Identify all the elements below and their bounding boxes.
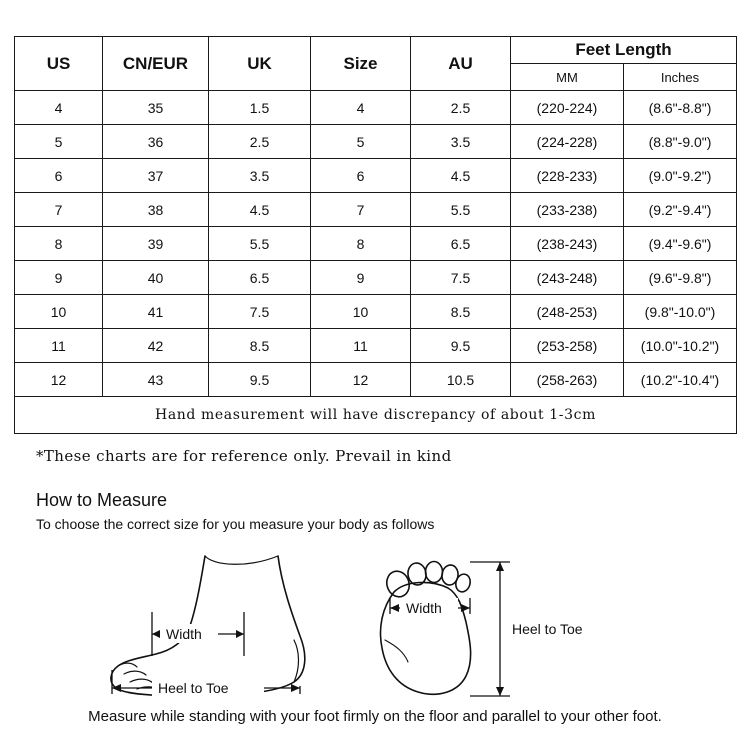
cell-size: 11 — [311, 329, 411, 363]
size-table-head — [15, 37, 737, 91]
cell-size: 6 — [311, 159, 411, 193]
column-header-feet-length: Feet Length — [511, 37, 737, 64]
column-header-mm: MM — [511, 64, 624, 91]
cell-us: 11 — [15, 329, 103, 363]
cell-cneur: 35 — [103, 91, 209, 125]
how-to-measure-subtitle: To choose the correct size for you measure your body as follows — [36, 516, 435, 532]
cell-au: 6.5 — [411, 227, 511, 261]
cell-us: 9 — [15, 261, 103, 295]
side-heel-to-toe-label: Heel to Toe — [158, 680, 229, 696]
cell-au: 2.5 — [411, 91, 511, 125]
column-header-au: AU — [411, 37, 511, 91]
cell-us: 5 — [15, 125, 103, 159]
cell-mm: (258-263) — [511, 363, 624, 397]
cell-inches: (9.6"-9.8") — [624, 261, 737, 295]
cell-us: 6 — [15, 159, 103, 193]
cell-au: 8.5 — [411, 295, 511, 329]
table-header-row-1 — [15, 37, 737, 64]
table-row — [15, 159, 737, 193]
cell-size: 10 — [311, 295, 411, 329]
how-to-measure-title: How to Measure — [36, 490, 168, 510]
cell-inches: (9.0"-9.2") — [624, 159, 737, 193]
cell-us: 10 — [15, 295, 103, 329]
cell-mm: (243-248) — [511, 261, 624, 295]
cell-size: 5 — [311, 125, 411, 159]
column-header-us: US — [15, 37, 103, 91]
cell-inches: (10.0"-10.2") — [624, 329, 737, 363]
column-header-size: Size — [311, 37, 411, 91]
cell-inches: (10.2"-10.4") — [624, 363, 737, 397]
cell-au: 10.5 — [411, 363, 511, 397]
cell-us: 4 — [15, 91, 103, 125]
cell-au: 9.5 — [411, 329, 511, 363]
column-header-cneur: CN/EUR — [103, 37, 209, 91]
cell-inches: (9.8"-10.0") — [624, 295, 737, 329]
side-width-label: Width — [166, 626, 202, 642]
cell-us: 7 — [15, 193, 103, 227]
cell-cneur: 38 — [103, 193, 209, 227]
cell-cneur: 37 — [103, 159, 209, 193]
cell-inches: (9.4"-9.6") — [624, 227, 737, 261]
cell-mm: (238-243) — [511, 227, 624, 261]
cell-uk: 8.5 — [209, 329, 311, 363]
cell-us: 8 — [15, 227, 103, 261]
cell-cneur: 40 — [103, 261, 209, 295]
cell-uk: 2.5 — [209, 125, 311, 159]
table-row — [15, 329, 737, 363]
cell-size: 7 — [311, 193, 411, 227]
cell-mm: (233-238) — [511, 193, 624, 227]
size-table — [14, 36, 737, 434]
cell-au: 4.5 — [411, 159, 511, 193]
cell-mm: (228-233) — [511, 159, 624, 193]
cell-inches: (8.6"-8.8") — [624, 91, 737, 125]
cell-au: 5.5 — [411, 193, 511, 227]
table-row — [15, 295, 737, 329]
cell-size: 4 — [311, 91, 411, 125]
table-row — [15, 125, 737, 159]
cell-mm: (220-224) — [511, 91, 624, 125]
cell-inches: (8.8"-9.0") — [624, 125, 737, 159]
measure-diagrams — [0, 536, 750, 708]
cell-uk: 4.5 — [209, 193, 311, 227]
cell-uk: 9.5 — [209, 363, 311, 397]
cell-uk: 7.5 — [209, 295, 311, 329]
cell-uk: 3.5 — [209, 159, 311, 193]
table-row — [15, 227, 737, 261]
measure-diagram-svg — [0, 536, 750, 708]
size-table-container — [14, 36, 736, 434]
cell-size: 8 — [311, 227, 411, 261]
table-footer-note: Hand measurement will have discrepancy of about 1-3cm — [15, 397, 737, 434]
cell-mm: (224-228) — [511, 125, 624, 159]
table-row — [15, 363, 737, 397]
cell-cneur: 43 — [103, 363, 209, 397]
reference-note: *These charts are for reference only. Prevail in kind — [36, 447, 452, 465]
column-header-inches: Inches — [624, 64, 737, 91]
top-heel-to-toe-dimension — [470, 562, 510, 696]
cell-mm: (248-253) — [511, 295, 624, 329]
table-row — [15, 261, 737, 295]
top-width-label: Width — [406, 600, 442, 616]
cell-size: 9 — [311, 261, 411, 295]
cell-uk: 6.5 — [209, 261, 311, 295]
cell-cneur: 39 — [103, 227, 209, 261]
cell-size: 12 — [311, 363, 411, 397]
cell-cneur: 42 — [103, 329, 209, 363]
cell-inches: (9.2"-9.4") — [624, 193, 737, 227]
cell-mm: (253-258) — [511, 329, 624, 363]
cell-us: 12 — [15, 363, 103, 397]
cell-au: 7.5 — [411, 261, 511, 295]
foot-top-view — [381, 562, 473, 695]
cell-cneur: 36 — [103, 125, 209, 159]
column-header-uk: UK — [209, 37, 311, 91]
footer-instruction: Measure while standing with your foot firmly on the floor and parallel to your other foot. — [88, 708, 662, 725]
top-heel-to-toe-label: Heel to Toe — [512, 621, 583, 637]
cell-au: 3.5 — [411, 125, 511, 159]
size-table-body — [15, 91, 737, 434]
cell-cneur: 41 — [103, 295, 209, 329]
cell-uk: 1.5 — [209, 91, 311, 125]
table-row — [15, 91, 737, 125]
cell-uk: 5.5 — [209, 227, 311, 261]
table-footer-row — [15, 397, 737, 434]
table-row — [15, 193, 737, 227]
